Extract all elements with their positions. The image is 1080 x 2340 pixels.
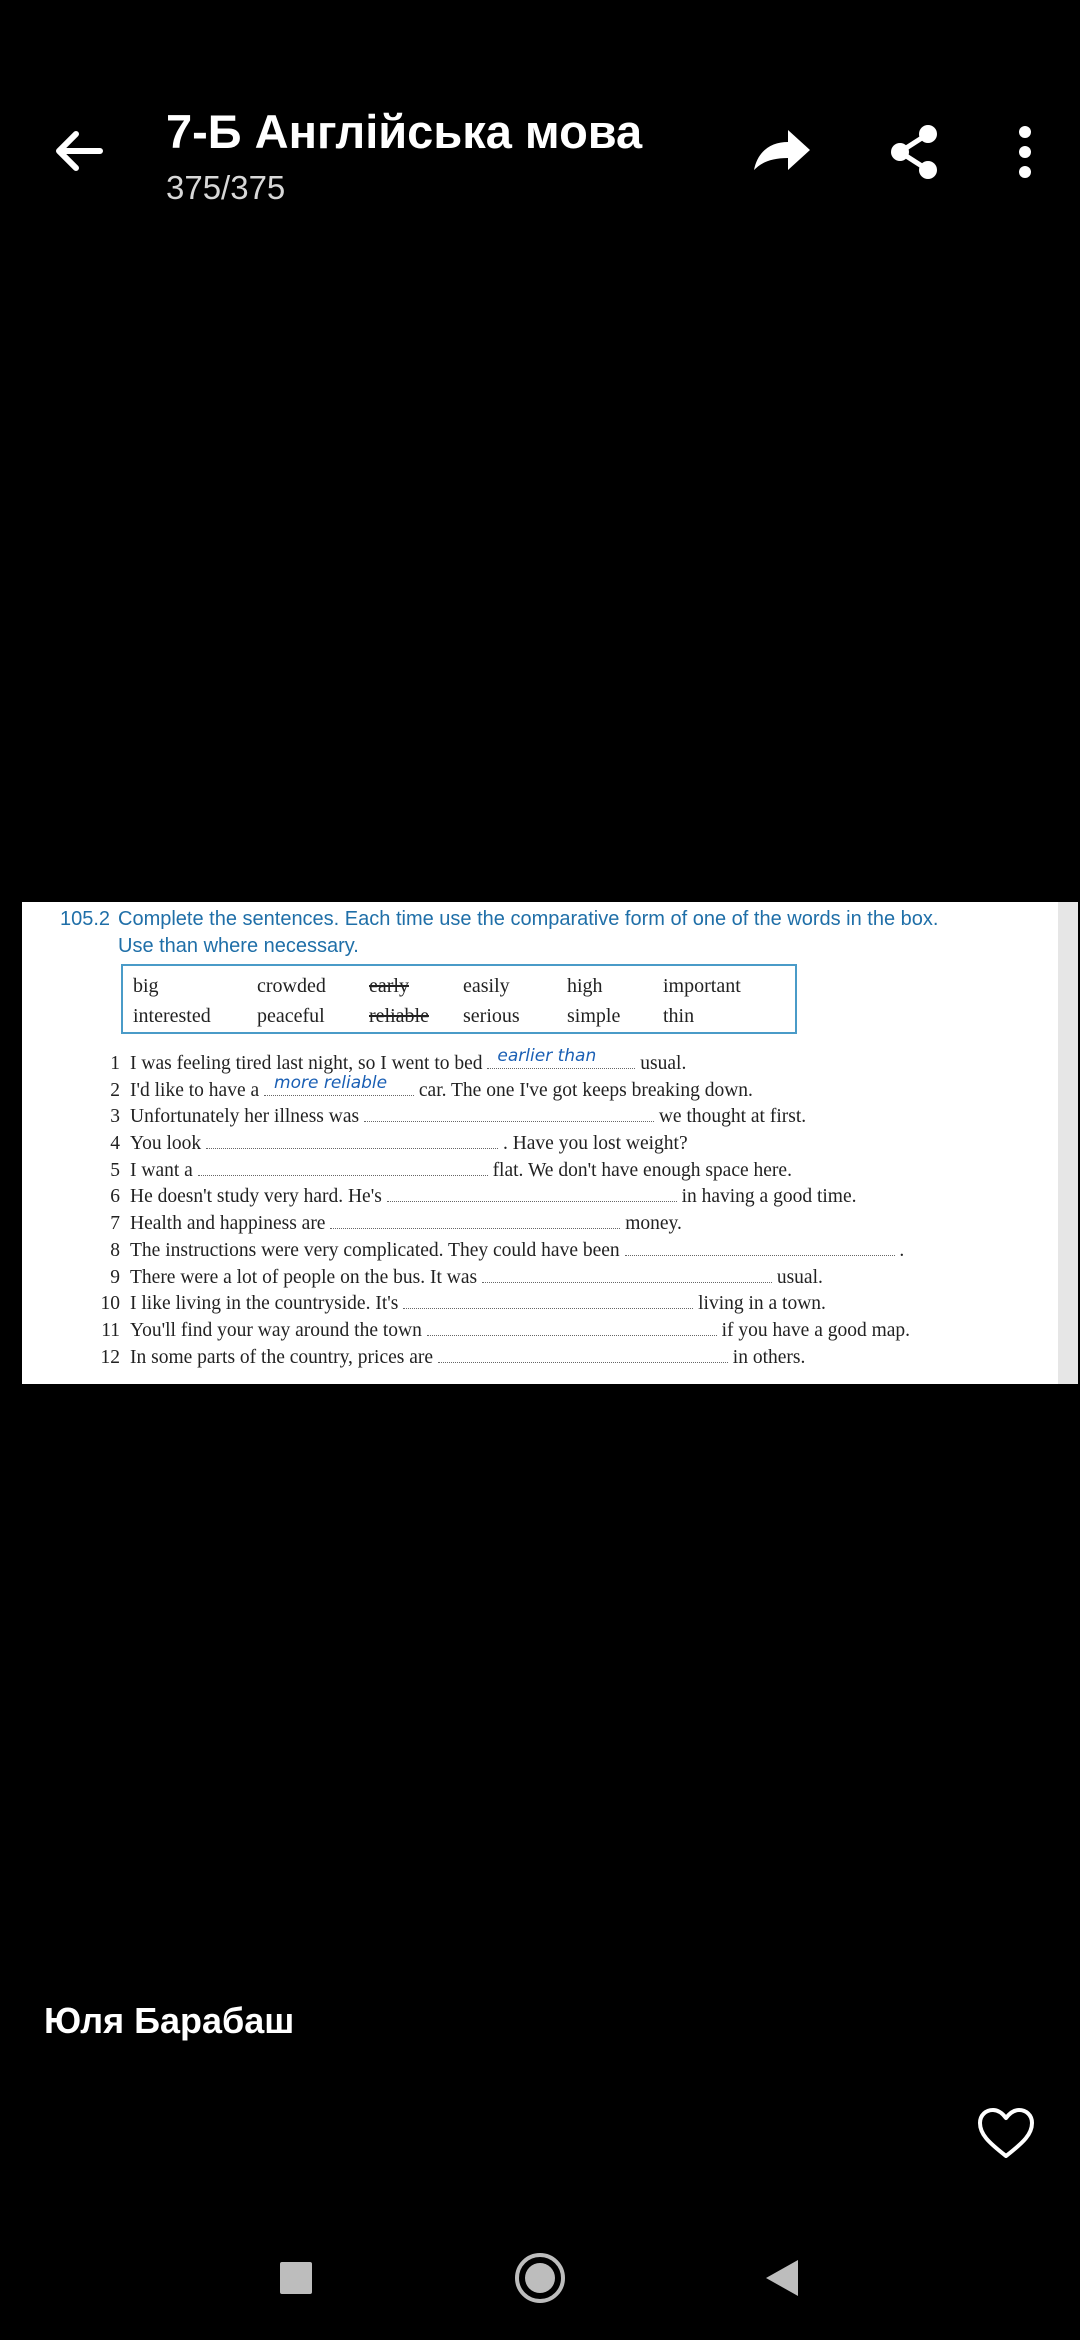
sentence: 4 You look . Have you lost weight?: [82, 1130, 1042, 1157]
author-name[interactable]: Юля Барабаш: [44, 2000, 295, 2041]
handwritten-answer: earlier than: [497, 1046, 597, 1067]
instruction-line-1: Complete the sentences. Each time use the comparative form of one of the words in the box.: [118, 908, 939, 930]
word: simple: [567, 1005, 621, 1027]
word: big: [133, 975, 159, 997]
word: important: [663, 975, 741, 997]
word: easily: [463, 975, 510, 997]
home-circle-icon[interactable]: [514, 2252, 566, 2304]
word: interested: [133, 1005, 211, 1027]
sentence: 7 Health and happiness are money.: [82, 1210, 1042, 1237]
answer-blank: [403, 1290, 693, 1309]
answer-blank: [198, 1157, 488, 1176]
more-vertical-icon[interactable]: [1000, 120, 1050, 186]
system-navigation-bar: [0, 2220, 1080, 2340]
sentence: 3 Unfortunately her illness was we thought at first.: [82, 1103, 1042, 1130]
sentence: 11 You'll find your way around the town if you have a good map.: [82, 1317, 1042, 1344]
exercise-number: 105.2: [60, 908, 111, 930]
recent-apps-square-icon[interactable]: [279, 2261, 313, 2295]
sentence: 1 I was feeling tired last night, so I went to bed earlier than usual.: [82, 1050, 1042, 1077]
word: serious: [463, 1005, 520, 1027]
sentence-list: [82, 1046, 1042, 1370]
word: crowded: [257, 975, 326, 997]
sentence: 12 In some parts of the country, prices are in others.: [82, 1344, 1042, 1371]
answer-blank: [330, 1210, 620, 1229]
heart-outline-icon[interactable]: [976, 2106, 1036, 2160]
answer-blank: [438, 1344, 728, 1363]
answer-blank: [206, 1130, 498, 1149]
answer-blank: [264, 1072, 414, 1096]
forward-share-icon[interactable]: [748, 120, 814, 186]
share-icon[interactable]: [882, 120, 948, 186]
answer-blank: [427, 1317, 717, 1336]
handwritten-answer: more reliable: [274, 1072, 388, 1093]
word-crossed-out: reliable: [369, 1005, 429, 1027]
sentence: 5 I want a flat. We don't have enough space here.: [82, 1157, 1042, 1184]
answer-blank: [387, 1183, 677, 1202]
answer-blank: [625, 1237, 895, 1256]
exercise-instructions: [60, 906, 1020, 960]
document-title: 7-Б Англійська мова: [166, 105, 643, 158]
word-crossed-out: early: [369, 975, 409, 997]
back-triangle-icon[interactable]: [764, 2258, 800, 2298]
answer-blank: [487, 1046, 635, 1069]
textbook-page-image[interactable]: [22, 902, 1078, 1384]
sentence: 2 I'd like to have a more reliable car. The one I've got keeps breaking down.: [82, 1077, 1042, 1104]
sentence: 6 He doesn't study very hard. He's in having a good time.: [82, 1183, 1042, 1210]
top-app-bar: [0, 0, 1080, 300]
answer-blank: [482, 1264, 772, 1283]
sentence: 10 I like living in the countryside. It's living in a town.: [82, 1290, 1042, 1317]
page-counter: 375/375: [166, 169, 286, 206]
word-box: [121, 964, 797, 1034]
sentence: 8 The instructions were very complicated. They could have been .: [82, 1237, 1042, 1264]
sentence: 9 There were a lot of people on the bus. It was usual.: [82, 1264, 1042, 1291]
word: thin: [663, 1005, 695, 1027]
word: peaceful: [257, 1005, 325, 1027]
answer-blank: [364, 1103, 654, 1122]
instruction-line-2: Use than where necessary.: [118, 935, 359, 957]
page-gutter: [1058, 902, 1078, 1384]
back-arrow-icon[interactable]: [48, 120, 110, 182]
word: high: [567, 975, 603, 997]
